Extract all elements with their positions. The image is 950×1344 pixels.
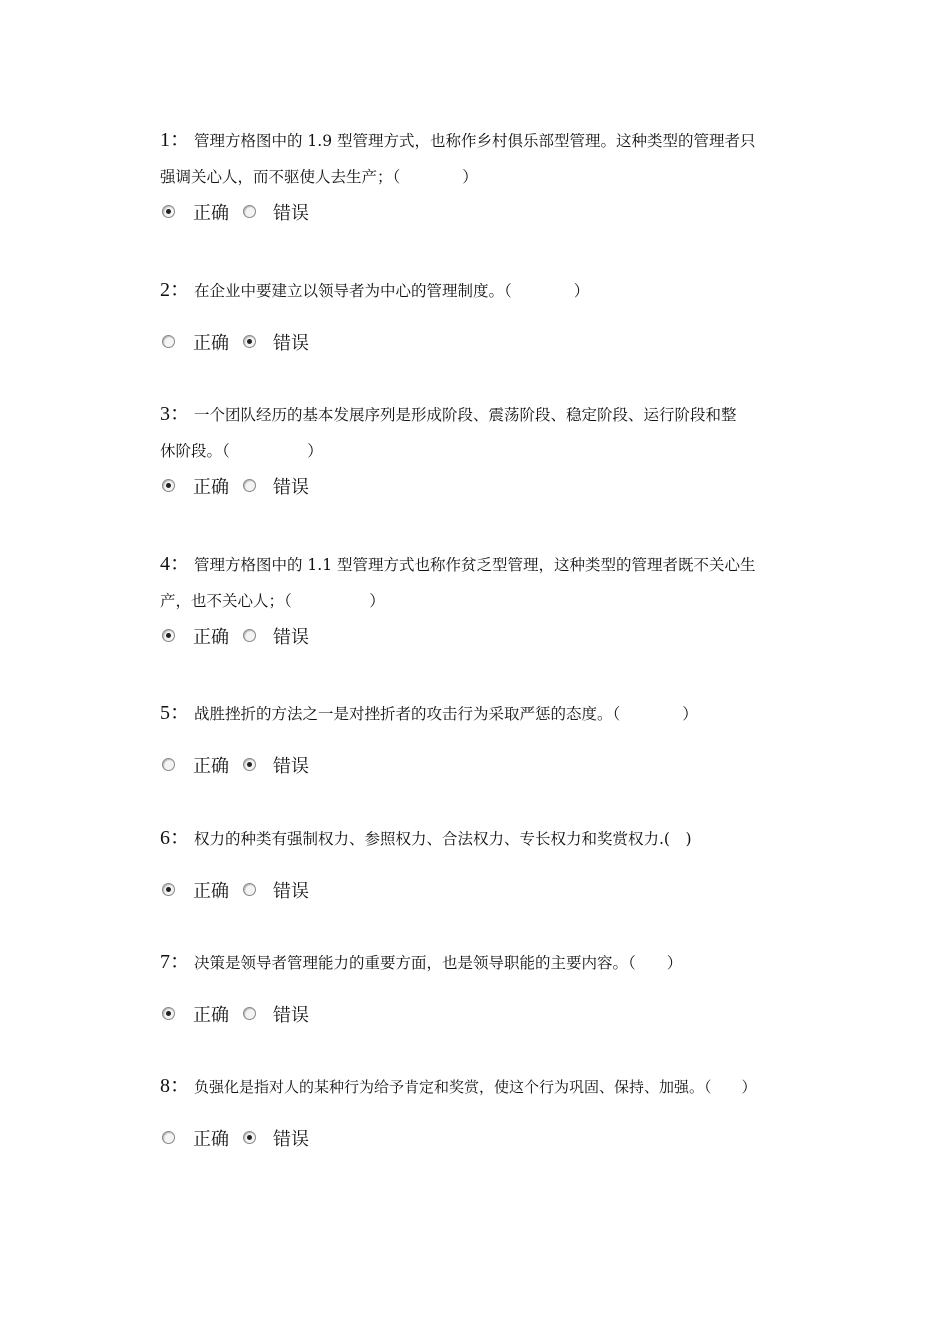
question-text-line-1: 一个团队经历的基本发展序列是形成阶段、震荡阶段、稳定阶段、运行阶段和整 [194,406,737,424]
question-text-line-1: 决策是领导者管理能力的重要方面，也是领导职能的主要内容。（ ） [194,954,683,972]
radio-correct[interactable] [162,1007,175,1020]
question-5 [160,695,800,782]
option-label-correct: 正确 [193,627,229,648]
radio-correct[interactable] [162,883,175,896]
question-3 [160,396,800,503]
radio-correct[interactable] [162,335,175,348]
option-label-correct: 正确 [193,1005,229,1026]
option-label-correct: 正确 [193,477,229,498]
radio-dot-icon [247,762,252,767]
answer-options [160,748,800,782]
question-8 [160,1068,800,1155]
radio-correct[interactable] [162,1131,175,1144]
option-label-wrong: 错误 [273,203,309,224]
radio-dot-icon [166,483,171,488]
option-label-wrong: 错误 [273,881,309,902]
question-6 [160,820,800,907]
question-text-line-1: 负强化是指对人的某种行为给予肯定和奖赏，使这个行为巩固、保持、加强。（ ） [194,1078,757,1096]
radio-dot-icon [247,339,252,344]
question-4 [160,546,800,653]
question-text-line-1: 战胜挫折的方法之一是对挫折者的攻击行为采取严惩的态度。（ ） [194,705,698,723]
answer-options [160,1121,800,1155]
question-2 [160,272,800,359]
question-number: 7： [160,951,190,973]
question-text-line-1: 管理方格图中的 1.1 型管理方式也称作贫乏型管理，这种类型的管理者既不关心生 [194,556,756,574]
question-number: 5： [160,702,190,724]
question-text-line-2: 产，也不关心人；（ ） [160,592,385,610]
question-number: 4： [160,553,190,575]
radio-dot-icon [247,1135,252,1140]
radio-wrong[interactable] [243,758,256,771]
option-label-wrong: 错误 [273,756,309,777]
question-number: 8： [160,1075,190,1097]
answer-options [160,469,800,503]
radio-wrong[interactable] [243,205,256,218]
radio-dot-icon [166,209,171,214]
question-number: 2： [160,279,190,301]
question-text-line-1: 权力的种类有强制权力、参照权力、合法权力、专长权力和奖赏权力.( ) [194,830,692,848]
radio-correct[interactable] [162,758,175,771]
radio-correct[interactable] [162,629,175,642]
question-text-line-2: 休阶段。（ ） [160,442,323,460]
option-label-correct: 正确 [193,1129,229,1150]
answer-options [160,195,800,229]
radio-dot-icon [166,633,171,638]
answer-options [160,325,800,359]
answer-options [160,619,800,653]
option-label-wrong: 错误 [273,1129,309,1150]
question-text-line-1: 在企业中要建立以领导者为中心的管理制度。（ ） [194,282,590,300]
radio-wrong[interactable] [243,479,256,492]
question-text-line-2: 强调关心人，而不驱使人去生产；（ ） [160,168,478,186]
question-text-line-1: 管理方格图中的 1.9 型管理方式，也称作乡村俱乐部型管理。这种类型的管理者只 [194,132,756,150]
radio-correct[interactable] [162,205,175,218]
option-label-wrong: 错误 [273,333,309,354]
radio-wrong[interactable] [243,883,256,896]
answer-options [160,873,800,907]
answer-options [160,997,800,1031]
radio-correct[interactable] [162,479,175,492]
radio-wrong[interactable] [243,335,256,348]
radio-wrong[interactable] [243,629,256,642]
question-number: 3： [160,403,190,425]
radio-dot-icon [166,1011,171,1016]
radio-wrong[interactable] [243,1131,256,1144]
question-number: 6： [160,827,190,849]
option-label-correct: 正确 [193,333,229,354]
question-1 [160,122,800,229]
radio-wrong[interactable] [243,1007,256,1020]
option-label-wrong: 错误 [273,477,309,498]
option-label-correct: 正确 [193,881,229,902]
question-7 [160,944,800,1031]
radio-dot-icon [166,887,171,892]
option-label-wrong: 错误 [273,1005,309,1026]
question-number: 1： [160,129,190,151]
option-label-correct: 正确 [193,203,229,224]
option-label-correct: 正确 [193,756,229,777]
option-label-wrong: 错误 [273,627,309,648]
